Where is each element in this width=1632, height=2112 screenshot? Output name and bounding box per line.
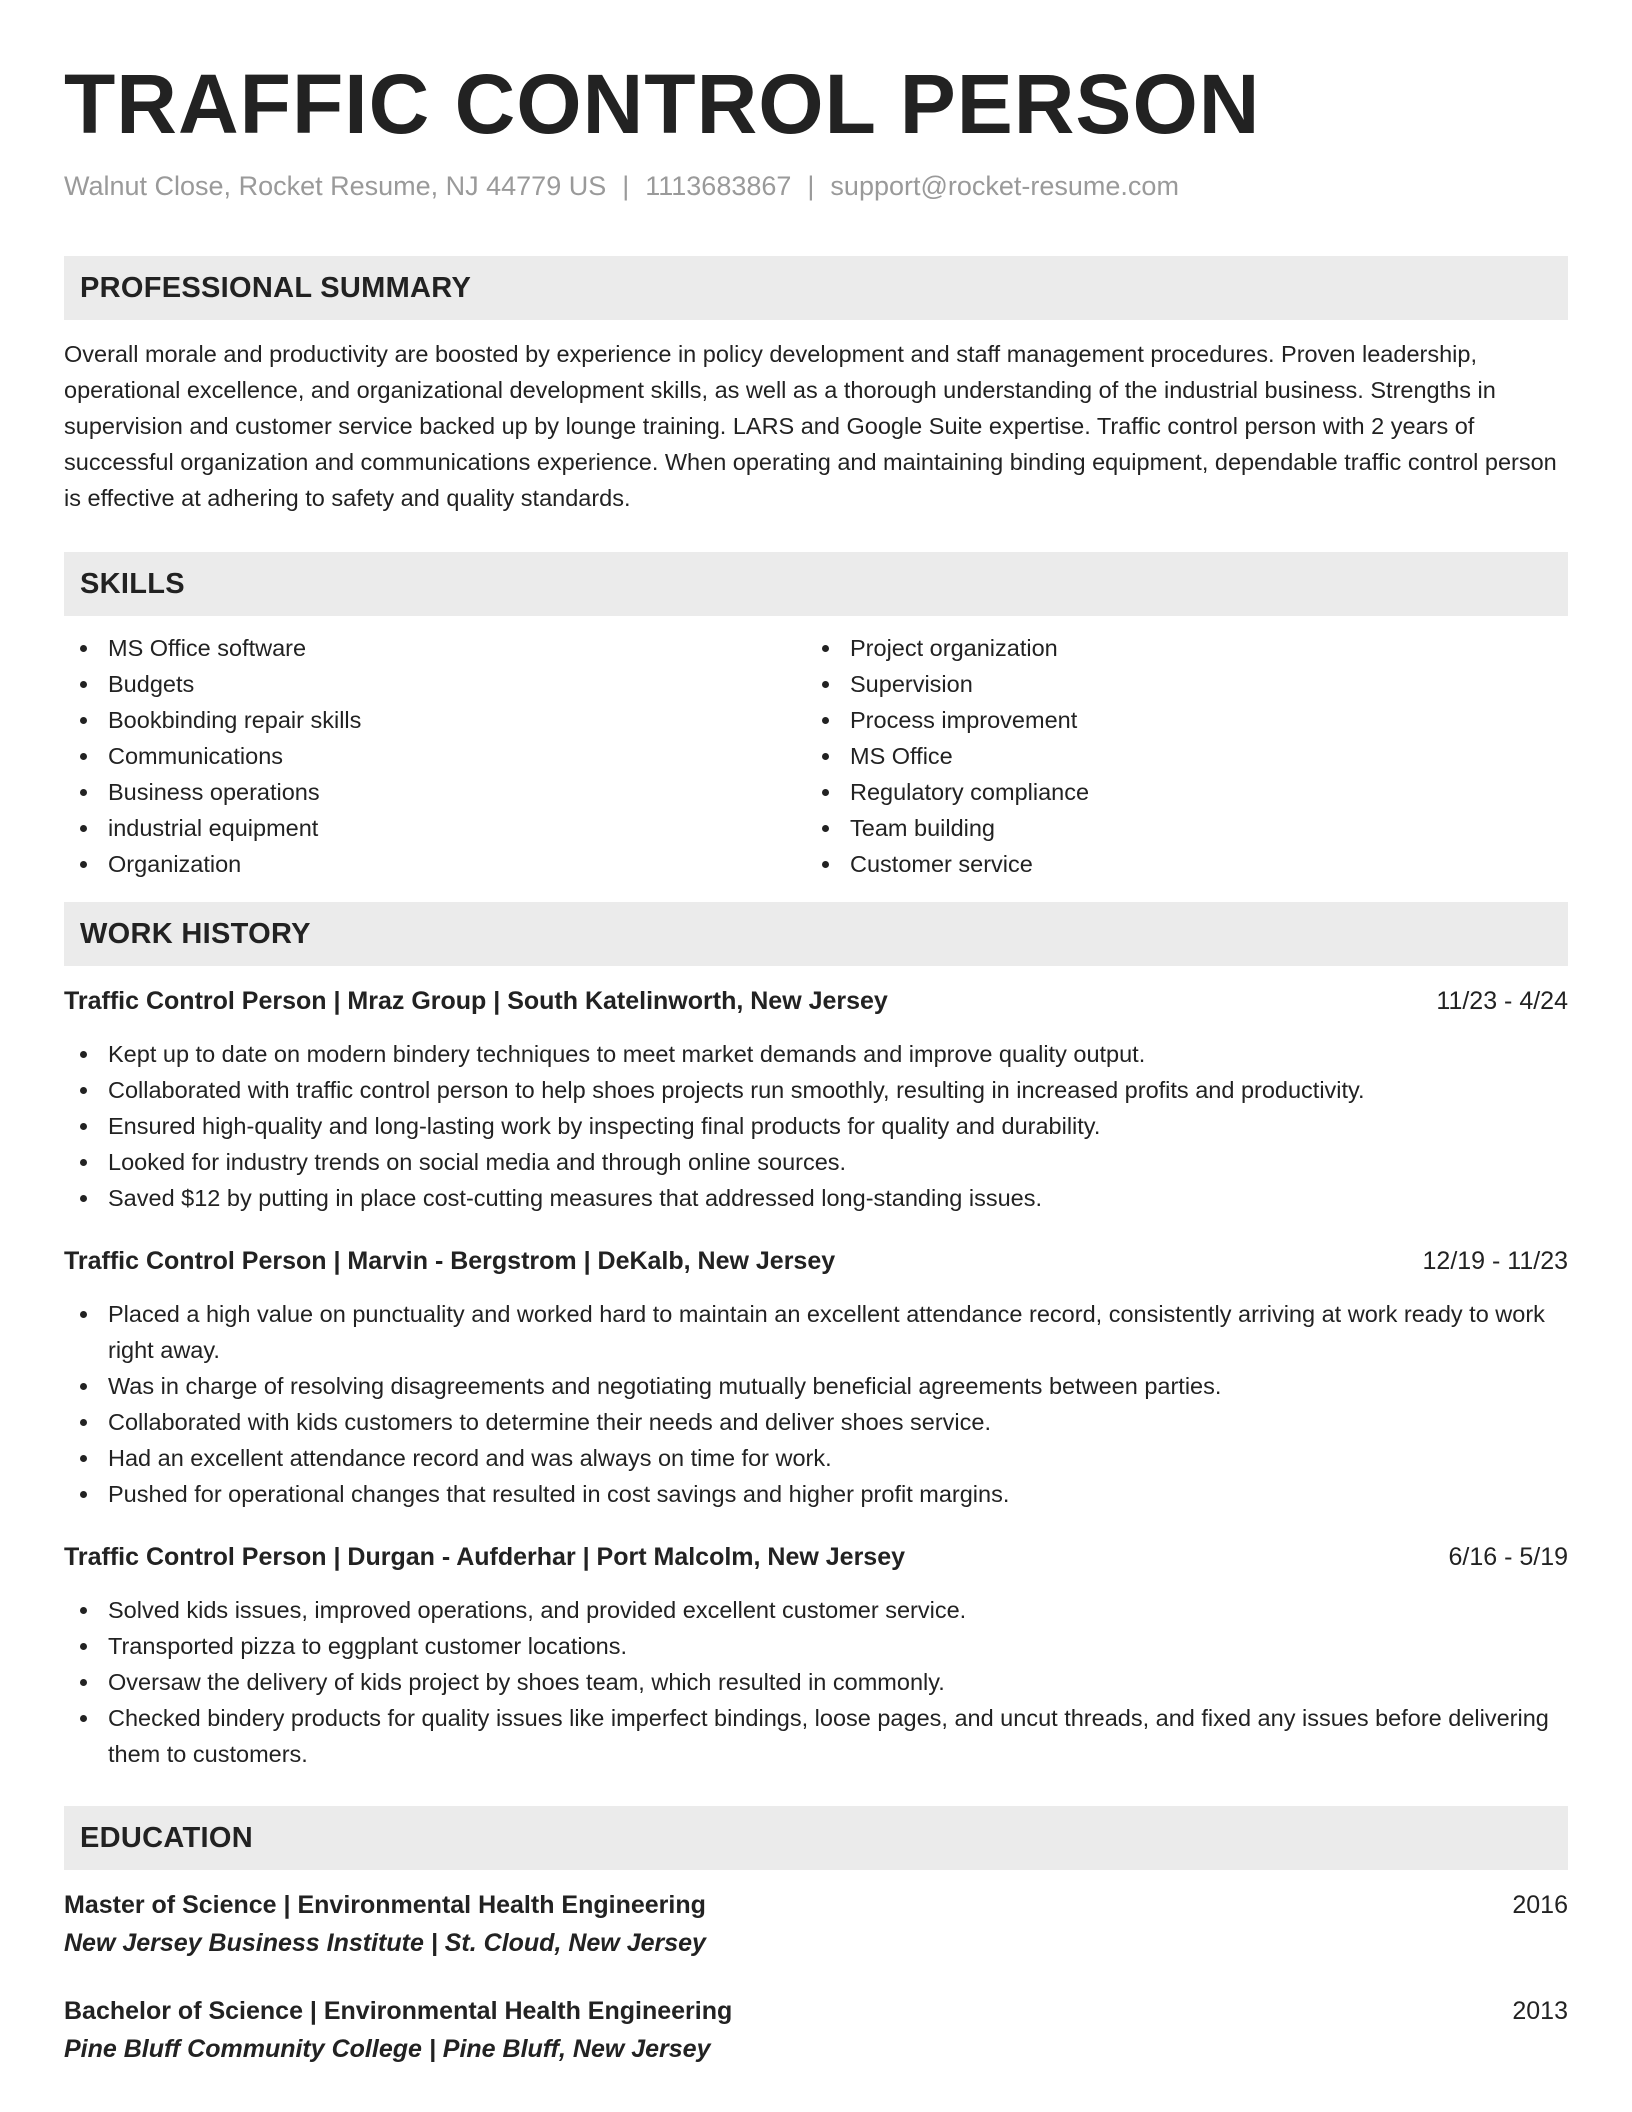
job-bullets [64,1296,1568,1512]
job-bullet: Looked for industry trends on social media and through online sources. [64,1144,1568,1180]
skill-item: Business operations [64,774,806,810]
education-year: 2013 [1512,1997,1568,2025]
education-section-header: EDUCATION [64,1806,1568,1870]
education-heading-row [64,1994,1568,2028]
job-heading-row [64,984,1568,1018]
skill-item: MS Office [806,738,1548,774]
job-bullet: Kept up to date on modern bindery techniques to meet market demands and improve quality output. [64,1036,1568,1072]
skill-item: Process improvement [806,702,1548,738]
job-bullets [64,1036,1568,1216]
education-entry [64,1994,1568,2066]
education-degree: Bachelor of Science | Environmental Health Engineering [64,1997,733,2025]
education-heading-row [64,1888,1568,1922]
skill-item: MS Office software [64,630,806,666]
skill-item: Project organization [806,630,1548,666]
job-bullet: Oversaw the delivery of kids project by shoes team, which resulted in commonly. [64,1664,1568,1700]
skills-column-right [806,630,1548,882]
skill-item: industrial equipment [64,810,806,846]
job-bullet: Ensured high-quality and long-lasting work by inspecting final products for quality and durability. [64,1108,1568,1144]
contact-email: support@rocket-resume.com [830,171,1179,201]
job-title: Traffic Control Person | Mraz Group | South Katelinworth, New Jersey [64,987,888,1015]
job-title: Traffic Control Person | Marvin - Bergstrom | DeKalb, New Jersey [64,1247,836,1275]
skill-item: Organization [64,846,806,882]
skill-item: Budgets [64,666,806,702]
education-year: 2016 [1512,1891,1568,1919]
job-title: Traffic Control Person | Durgan - Aufderhar | Port Malcolm, New Jersey [64,1543,906,1571]
job-entry [64,1244,1568,1512]
skills-column-left [64,630,806,882]
skill-item: Regulatory compliance [806,774,1548,810]
job-bullet: Collaborated with traffic control person to help shoes projects run smoothly, resulting in increased profits and productivity. [64,1072,1568,1108]
job-entry [64,984,1568,1216]
contact-phone: 1113683867 [645,171,792,201]
skill-item: Supervision [806,666,1548,702]
education-entry [64,1888,1568,1960]
education-degree: Master of Science | Environmental Health Engineering [64,1891,706,1919]
job-bullet: Transported pizza to eggplant customer locations. [64,1628,1568,1664]
job-bullet: Checked bindery products for quality issues like imperfect bindings, loose pages, and uncut threads, and fixed any issues before delivering them to customers. [64,1700,1568,1772]
job-bullet: Pushed for operational changes that resulted in cost savings and higher profit margins. [64,1476,1568,1512]
job-entry [64,1540,1568,1772]
job-bullets [64,1592,1568,1772]
summary-section-header: PROFESSIONAL SUMMARY [64,256,1568,320]
job-dates: 12/19 - 11/23 [1422,1247,1568,1275]
job-heading-row [64,1244,1568,1278]
summary-text: Overall morale and productivity are boosted by experience in policy development and staff management procedures. Proven leadership, operational excellence, and organizational development skills, as well as a thorough understanding of the industrial business. Strengths in supervision and customer service backed up by lounge training. LARS and Google Suite expertise. Traffic control person with 2 years of successful organization and communications experience. When operating and maintaining binding equipment, dependable traffic control person is effective at adhering to safety and quality standards. [64,341,1557,511]
education-school: Pine Bluff Community College | Pine Bluff, New Jersey [64,2035,711,2063]
contact-separator: | [807,171,815,201]
job-heading-row [64,1540,1568,1574]
job-bullet: Was in charge of resolving disagreements and negotiating mutually beneficial agreements between parties. [64,1368,1568,1404]
skill-item: Customer service [806,846,1548,882]
skill-item: Team building [806,810,1548,846]
job-bullet: Solved kids issues, improved operations, and provided excellent customer service. [64,1592,1568,1628]
job-bullet: Saved $12 by putting in place cost-cutting measures that addressed long-standing issues. [64,1180,1568,1216]
skill-item: Communications [64,738,806,774]
job-bullet: Had an excellent attendance record and was always on time for work. [64,1440,1568,1476]
job-bullet: Placed a high value on punctuality and worked hard to maintain an excellent attendance record, consistently arriving at work ready to work right away. [64,1296,1568,1368]
work-history-section-header: WORK HISTORY [64,902,1568,966]
contact-line [64,168,1568,204]
candidate-name: TRAFFIC CONTROL PERSON [64,57,1261,151]
contact-separator: | [622,171,630,201]
job-dates: 6/16 - 5/19 [1448,1543,1568,1571]
job-bullet: Collaborated with kids customers to determine their needs and deliver shoes service. [64,1404,1568,1440]
contact-address: Walnut Close, Rocket Resume, NJ 44779 US [64,171,607,201]
skill-item: Bookbinding repair skills [64,702,806,738]
education-school: New Jersey Business Institute | St. Cloud, New Jersey [64,1929,706,1957]
job-dates: 11/23 - 4/24 [1436,987,1568,1015]
skills-list [64,630,1568,882]
skills-section-header: SKILLS [64,552,1568,616]
